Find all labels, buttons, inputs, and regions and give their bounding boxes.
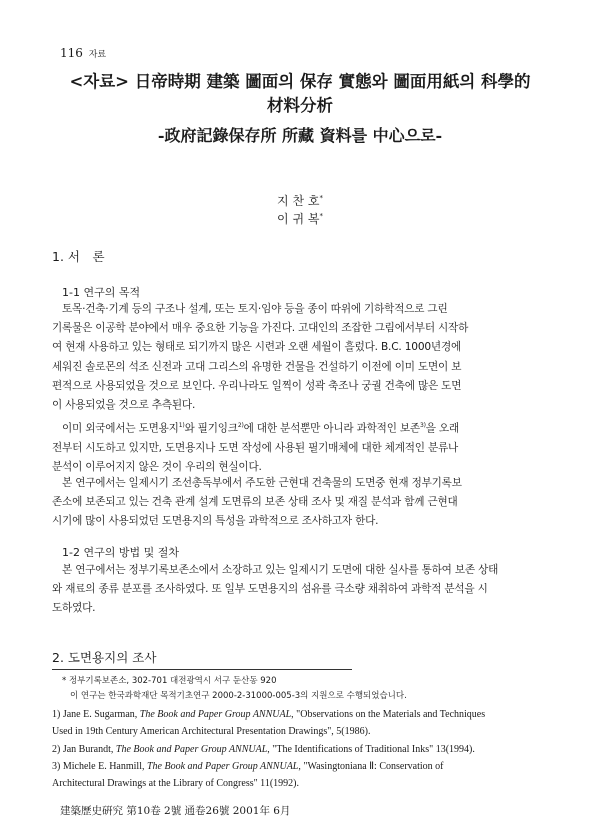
paragraph-method (52, 561, 552, 619)
footnote-2 (52, 742, 562, 757)
text-line: 토목·건축·기계 등의 구조나 설계, 또는 토지·임야 등을 종이 따위에 기하학적으로 그린 (62, 303, 448, 315)
text-fragment: 에 대한 분석뿐만 아니라 과학적인 보존 (243, 422, 420, 435)
footnote-affiliation: * 정부기록보존소, 302-701 대전광역시 서구 둔산동 920 (62, 676, 277, 686)
footnote-ref: 3) (419, 422, 426, 429)
subsection-heading-method: 1-2 연구의 방법 및 절차 (62, 546, 179, 559)
footnote-1-continued: Used in 19th Century American Architectural Presentation Drawings", 5(1986). (52, 726, 371, 737)
section-heading-paper-survey: 2. 도면용지의 조사 (52, 650, 157, 665)
footnote-text: , "Wasingtoniana Ⅱ: Conservation of (298, 761, 444, 772)
author-2 (40, 210, 560, 227)
footnote-author: 1) Jane E. Sugarman, (52, 709, 140, 720)
text-line: 본 연구에서는 정부기록보존소에서 소장하고 있는 일제시기 도면에 대한 실사를 통하여 보존 상태 (62, 564, 499, 576)
text-line: 시기에 많이 사용되었던 도면용지의 특성을 과학적으로 조사하고자 한다. (52, 515, 379, 528)
author-name: 지 찬 호 (277, 194, 320, 208)
text-fragment: 이미 외국에서는 도면용지 (62, 422, 179, 435)
text-line: 본 연구에서는 일제시기 조선총독부에서 주도한 근현대 건축물의 도면중 현재 정부기록보 (62, 477, 462, 489)
footnote-funding: 이 연구는 한국과학재단 목적기초연구 2000-2-31000-005-3의 지원으로 수행되었습니다. (70, 691, 407, 701)
footnote-ref: 1) (178, 422, 185, 429)
text-line: 존소에 보존되고 있는 건축 관계 설계 도면류의 보존 상태 조사 및 재질 분석과 함께 근현대 (52, 496, 458, 509)
text-line: 와 재료의 종류 분포를 조사하였다. 또 일부 도면용지의 섬유를 극소량 채취하여 과학적 분석을 시 (52, 583, 488, 596)
footnote-journal: The Book and Paper Group ANNUAL (139, 709, 292, 720)
footnote-3-continued: Architectural Drawings at the Library of Congress" 11(1992). (52, 778, 299, 789)
subsection-heading-purpose: 1-1 연구의 목적 (62, 286, 141, 299)
section-tag: 자료 (88, 50, 107, 60)
subtitle: -政府記錄保存所 所藏 資料를 中心으로- (157, 126, 443, 145)
footnote-journal: The Book and Paper Group ANNUAL (146, 761, 299, 772)
footnote-1 (52, 707, 562, 722)
text-fragment: 을 오래 (425, 422, 460, 435)
text-line: 세워진 솔로몬의 석조 신전과 고대 그리스의 유명한 건물을 건설하기 이전에 이미 도면이 보 (52, 360, 462, 373)
text-line: 기록물은 이공학 분야에서 매우 중요한 기능을 가진다. 고대인의 조잡한 그림에서부터 시작하 (52, 322, 469, 335)
text-line: 전부터 시도하고 있지만, 도면용지나 도면 작성에 사용된 필기매체에 대한 체계적인 분류나 (52, 441, 459, 454)
page-number: 116 (60, 46, 83, 60)
running-head (60, 46, 106, 60)
footnote-text: , "Observations on the Materials and Techniques (291, 709, 486, 720)
text-line: 편적으로 사용되었을 것으로 보인다. 우리나라도 일찍이 성곽 축조나 궁궐 건축에 많은 도면 (52, 379, 462, 392)
footnote-3 (52, 759, 562, 774)
text-line: 이 사용되었을 것으로 추측된다. (52, 399, 196, 412)
author-1 (40, 192, 560, 209)
text-line: 도하였다. (52, 602, 96, 615)
footnote-ref: 2) (237, 422, 244, 429)
paragraph-purpose-1 (52, 300, 552, 415)
section-heading-introduction: 1. 서 론 (52, 249, 105, 264)
author-name: 이 귀 복 (277, 212, 320, 226)
footnote-journal: The Book and Paper Group ANNUAL (115, 744, 268, 755)
footnote-author: 2) Jan Burandt, (52, 744, 116, 755)
author-mark: * (319, 212, 323, 220)
text-line (52, 416, 552, 439)
author-mark: * (319, 194, 323, 202)
footnote-author: 3) Michele E. Hanmill, (52, 761, 147, 772)
text-line: 분석이 이루어지지 않은 것이 우리의 현실이다. (52, 460, 262, 473)
text-fragment: 와 필기잉크 (184, 422, 238, 435)
title-line-1: <자료> 日帝時期 建築 圖面의 保存 實態와 圖面用紙의 科學的 (69, 72, 531, 91)
title-line-2: 材料分析 (267, 96, 333, 115)
text-line: 여 현재 사용하고 있는 형태로 되기까지 많은 시련과 오랜 세월이 흘렀다. B.C. 1000년경에 (52, 341, 462, 354)
paragraph-purpose-2 (52, 416, 552, 477)
footnote-text: , "The Identifications of Traditional Inks" 13(1994). (267, 744, 475, 755)
footnote-divider (52, 669, 352, 670)
journal-footer: 建築歷史硏究 第10卷 2號 通卷26號 2001年 6月 (60, 805, 291, 817)
paragraph-purpose-3 (52, 474, 552, 532)
